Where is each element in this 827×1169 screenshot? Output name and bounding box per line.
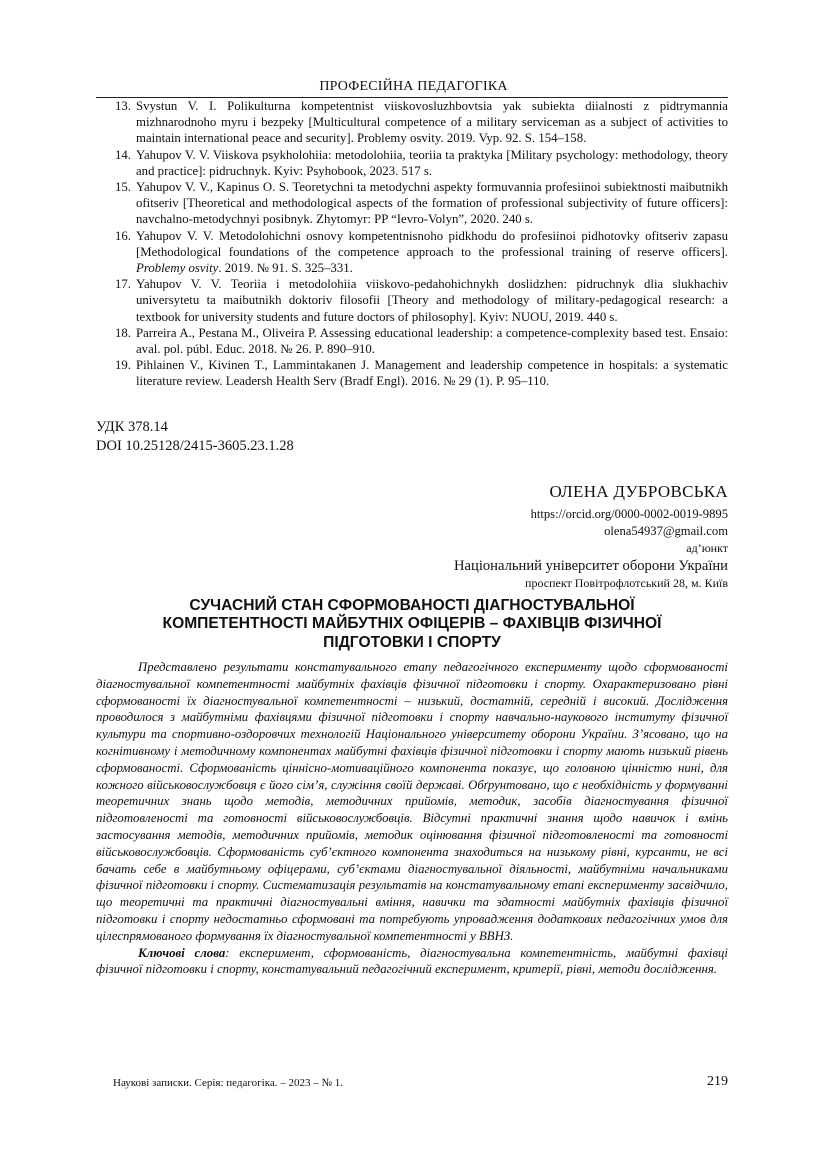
abstract	[96, 659, 728, 978]
article-identifiers	[96, 418, 294, 456]
udk-code: УДК 378.14	[96, 419, 168, 435]
reference-number: 17.	[115, 277, 131, 292]
reference-number: 14.	[115, 147, 131, 162]
reference-item	[96, 357, 728, 389]
reference-text: Parreira A., Pestana M., Oliveira P. Assessing educational leadership: a competence-complexity based test. Ensaio: aval. pol. públ. Educ. 2018. № 26. P. 890–910.	[136, 325, 728, 357]
author-affiliation	[454, 506, 728, 592]
reference-list	[96, 98, 728, 390]
reference-text-part: Yahupov V. V. Metodolohichni osnovy kompetentnisnoho pidkhodu do profesiinoi pidhotovky ofitseriv zapasu [Methodological foundations of the competence approach to the professional training of reserve officers].	[136, 228, 728, 259]
title-line: КОМПЕТЕНТНОСТІ МАЙБУТНІХ ОФІЦЕРІВ – ФАХІВЦІВ ФІЗИЧНОЇ	[162, 615, 662, 633]
keywords-text: : експеримент, сформованість, діагностувальна компетентність, майбутні фахівці фізичної підготовки і спорту, констатувальний педагогічний експеримент, критерії, рівні, методи дослідження.	[96, 945, 728, 977]
reference-text: Yahupov V. V. Viiskova psykholohiia: metodolohiia, teoriia ta praktyka [Military psychology: methodology, theory and practice]: pidruchnyk. Kyiv: Psyhobook, 2023. 517 s.	[136, 147, 728, 178]
reference-text: Yahupov V. V., Kapinus O. S. Teoretychni ta metodychni aspekty formuvannia profesiinoi subiektnosti maibutnikh ofitseriv [Theoretical and methodological aspects of the formation of professional subjectivity of future officers]: navchalno-metodychnyi posibnyk. Zhytomyr: PP “Ievro-Volyn”, 2020. 240 s.	[136, 180, 728, 227]
university-address: проспект Повітрофлотський 28, м. Київ	[525, 576, 728, 590]
running-header: ПРОФЕСІЙНА ПЕДАГОГІКА	[319, 79, 508, 94]
title-line: СУЧАСНИЙ СТАН СФОРМОВАНОСТІ ДІАГНОСТУВАЛЬНОЇ	[189, 597, 635, 614]
doi: DOI 10.25128/2415-3605.23.1.28	[96, 438, 294, 454]
reference-number: 16.	[115, 228, 131, 243]
reference-text: Yahupov V. V. Teoriia i metodolohiia viiskovo-pedahohichnykh doslidzhen: pidruchnyk dlia slukhachiv universytetu ta maibutnikh doktoriv filosofii [Theory and methodology of military-pedagogical research: a textbook for university students and future doctors of philosophy]. Kyiv: NUOU, 2019. 440 s.	[136, 277, 728, 324]
university-name: Національний університет оборони України	[454, 558, 728, 574]
article-title	[96, 597, 728, 652]
abstract-text: Представлено результати констатувального етапу педагогічного експерименту щодо сформованості діагностувальної компетентності майбутніх фахівців фізичної підготовки і спорту. Охарактеризовано рівні сформованості їх діагностувальної компетентності – низький, достатній, середній і високий. Дослідження проводилося з майбутніми фахівцями фізичної підготовки і спорту навчально-наукового інституту фізичної культури та спортивно-оздоровчих технологій Національного університету оборони України. З’ясовано, що на когнітивному і методичному компонентах майбутні фахівців фізичної підготовки і спорту мають низький рівень сформованості. Сформованість ціннісно-мотиваційного компонента показує, що головною цінністю нині, для кожного військовослужбовця є його сім’я, служіння своїй державі. Обґрунтовано, що є необхідність у формуванні теоретичних знань щодо методів, методичних прийомів, методик, засобів діагностування фізичної підготовленості та готовності військовослужбовців. Відсутні практичні знання щодо навичок і вмінь застосування методів, методичних прийомів, методик оцінювання фізичної підготовленості та готовності військовослужбовців. Сформованість суб’єктного компонента знаходиться на низькому рівні, курсанти, не всі бачать себе в майбутньому офіцерами, суб’єктами діагностувальної діяльності, майбутніми начальниками фізичної підготовки і спорту. Систематизація результатів на констатувальному етапі експерименту засвідчило, що теоретичні та практичні діагностувальні вміння, навички та здатності майбутніх фахівців фізичної підготовки і спорту недостатньо сформовані та потребують упровадження додаткових педагогічних умов для цілеспрямованого формування їх діагностувальної компетентності у ВВНЗ.	[96, 660, 728, 943]
page-number: 219	[707, 1074, 728, 1089]
reference-number: 15.	[115, 180, 131, 195]
reference-text	[136, 228, 728, 277]
journal-citation: Наукові записки. Серія: педагогіка. – 2023 – № 1.	[113, 1077, 344, 1089]
reference-number: 13.	[115, 99, 131, 113]
reference-number: 18.	[115, 325, 131, 340]
orcid-link[interactable]: https://orcid.org/0000-0002-0019-9895	[530, 507, 728, 521]
title-line: ПІДГОТОВКИ І СПОРТУ	[323, 633, 501, 651]
reference-item	[96, 325, 728, 357]
keywords-label: Ключові слова	[138, 945, 226, 960]
reference-text: Svystun V. I. Polikulturna kompetentnist viiskovosluzhbovtsia yak subiekta diialnosti z pidtrymannia mizhnarodnoho myru i bezpeky [Multicultural competence of a military serviceman as a subject of activities to maintain international peace and security]. Problemy osvity. 2019. Vyp. 92. S. 154–158.	[136, 99, 728, 146]
reference-number: 19.	[115, 358, 131, 373]
reference-item	[96, 98, 728, 147]
reference-item	[96, 147, 728, 179]
reference-item	[96, 228, 728, 277]
author-email[interactable]: olena54937@gmail.com	[604, 524, 728, 538]
reference-text-part: . 2019. № 91. S. 325–331.	[218, 261, 353, 276]
author-name: ОЛЕНА ДУБРОВСЬКА	[549, 482, 728, 501]
journal-name: Problemy osvity	[136, 261, 219, 276]
reference-item	[96, 179, 728, 228]
page-footer	[113, 1074, 728, 1089]
reference-text: Pihlainen V., Kivinen T., Lammintakanen J. Management and leadership competence in hospitals: a systematic literature review. Leadersh Health Serv (Bradf Engl). 2016. № 29 (1). P. 95–110.	[136, 358, 728, 389]
keywords-paragraph	[96, 945, 728, 979]
reference-item	[96, 276, 728, 325]
author-position: ад’юнкт	[686, 541, 728, 555]
